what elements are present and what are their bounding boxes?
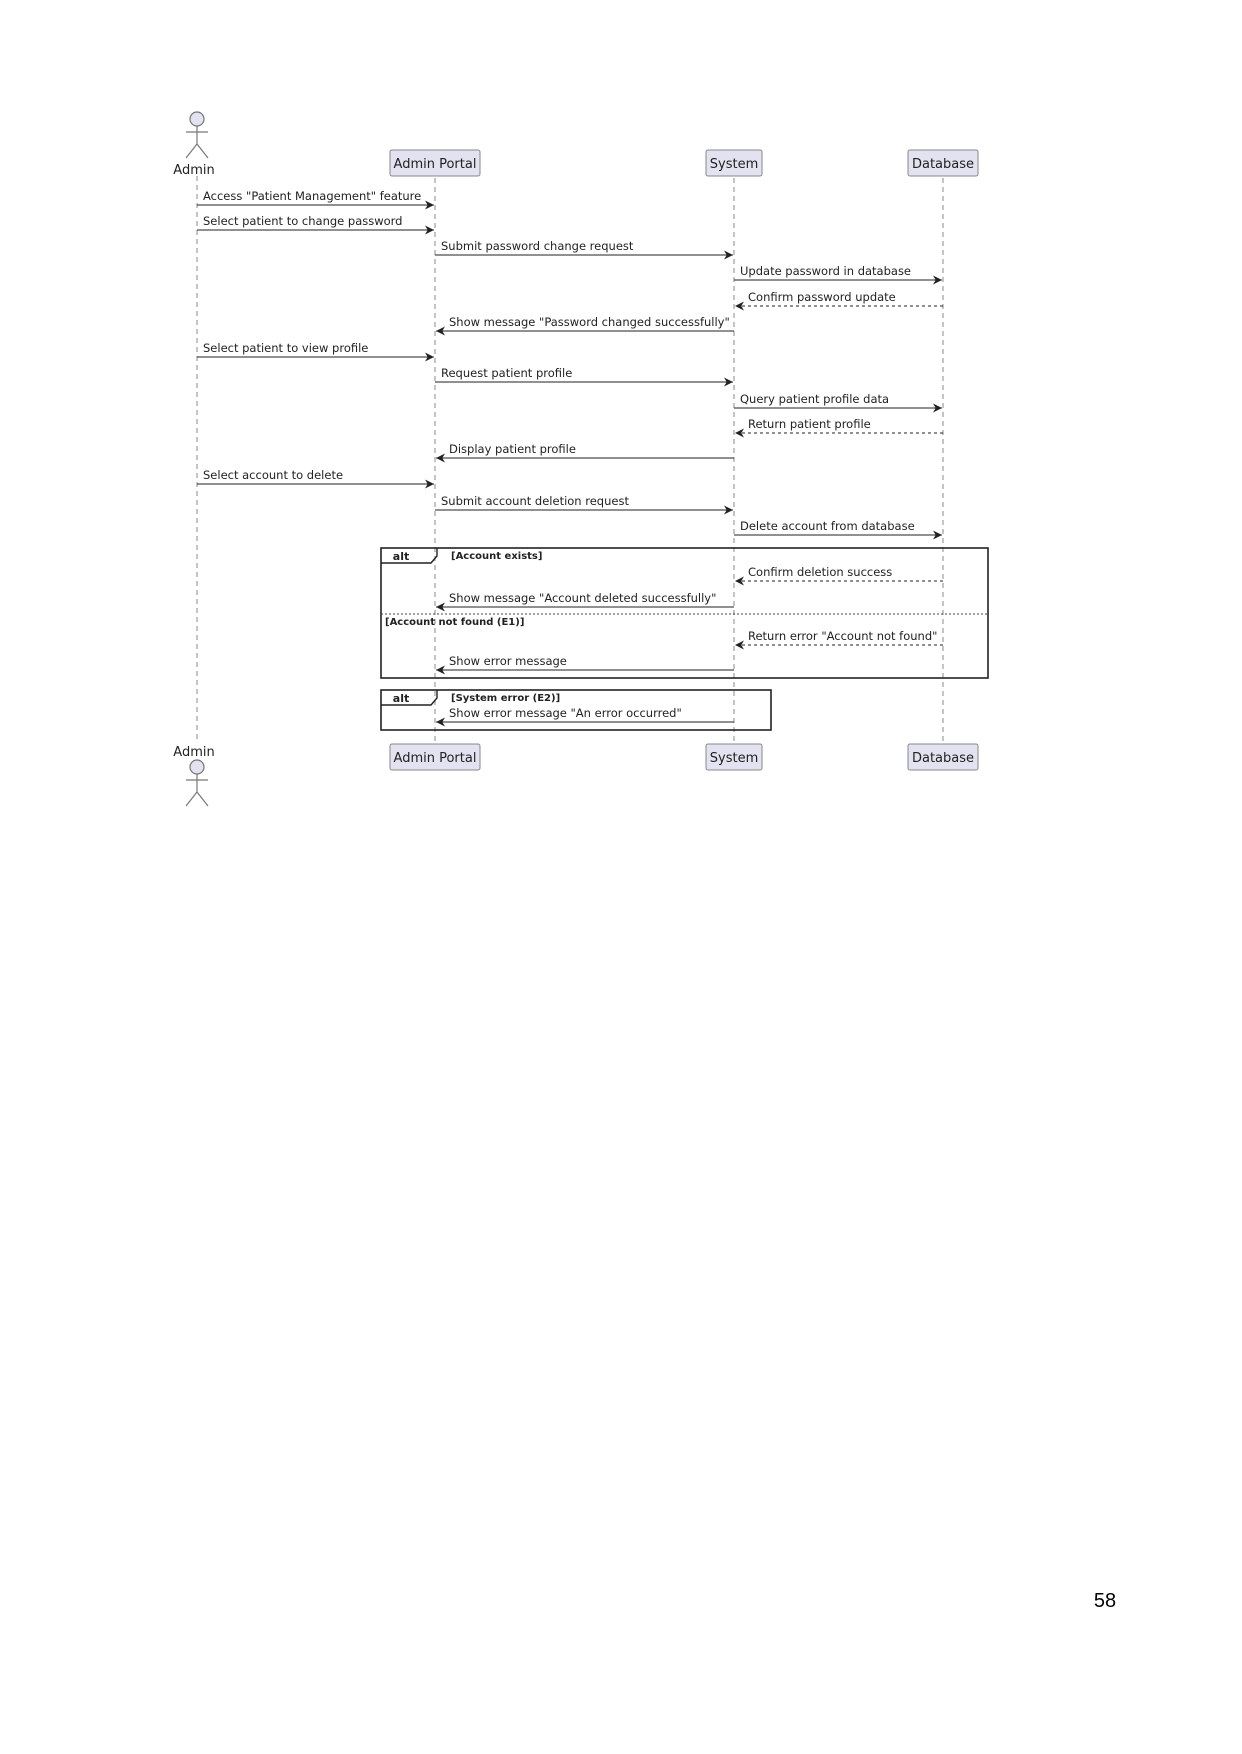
- message-18: [436, 654, 734, 670]
- participant-label: Admin Portal: [393, 751, 477, 766]
- message-6: [436, 315, 734, 331]
- participant-label: Database: [911, 751, 975, 766]
- actor-label-bottom: Admin: [173, 745, 215, 760]
- actor-leg-left-icon: [186, 792, 197, 806]
- participant-system-bottom: [706, 744, 762, 770]
- participant-system-top: [706, 150, 762, 176]
- fragment-guard: [System error (E2)]: [451, 693, 561, 704]
- message-label: Display patient profile: [449, 442, 576, 456]
- message-label: Select patient to view profile: [203, 341, 369, 355]
- participant-label: System: [709, 751, 759, 766]
- actor-leg-right-icon: [197, 792, 208, 806]
- message-4: [734, 264, 942, 280]
- participant-label: Admin Portal: [393, 157, 477, 172]
- actor-head-icon: [190, 112, 204, 126]
- message-11: [436, 442, 734, 458]
- fragment-else-guard: [Account not found (E1)]: [385, 617, 525, 628]
- actor-bottom: [173, 745, 214, 806]
- sequence-diagram: [173, 112, 1100, 912]
- message-label: Submit account deletion request: [441, 494, 629, 508]
- message-17: [735, 629, 943, 645]
- participant-db-top: [908, 150, 978, 176]
- participant-label: System: [709, 157, 759, 172]
- actor-leg-left-icon: [186, 144, 197, 158]
- message-label: Request patient profile: [441, 366, 573, 380]
- message-label: Delete account from database: [740, 519, 915, 533]
- message-label: Select account to delete: [203, 468, 344, 482]
- message-5: [735, 290, 943, 306]
- message-9: [734, 392, 942, 408]
- message-label: Query patient profile data: [740, 392, 890, 406]
- page-number: 58: [1093, 1590, 1117, 1612]
- message-label: Show message "Account deleted successfully": [449, 591, 717, 605]
- message-19: [436, 706, 734, 722]
- participant-portal-top: [390, 150, 480, 176]
- message-label: Update password in database: [740, 264, 912, 278]
- message-10: [735, 417, 943, 433]
- message-1: [197, 189, 434, 205]
- actor-leg-right-icon: [197, 144, 208, 158]
- message-label: Return patient profile: [748, 417, 871, 431]
- participant-db-bottom: [908, 744, 978, 770]
- message-15: [735, 565, 943, 581]
- message-label: Return error "Account not found": [748, 629, 938, 643]
- message-12: [197, 468, 434, 484]
- fragment-operator: alt: [392, 692, 410, 705]
- message-label: Show error message: [449, 654, 567, 668]
- fragment-guard: [Account exists]: [451, 551, 543, 562]
- participant-portal-bottom: [390, 744, 480, 770]
- actor-label-top: Admin: [173, 163, 215, 178]
- message-3: [435, 239, 733, 255]
- message-label: Confirm password update: [748, 290, 896, 304]
- message-7: [197, 341, 434, 357]
- participant-label: Database: [911, 157, 975, 172]
- message-label: Select patient to change password: [203, 214, 403, 228]
- message-label: Show error message "An error occurred": [449, 706, 682, 720]
- message-label: Confirm deletion success: [748, 565, 893, 579]
- message-label: Submit password change request: [441, 239, 634, 253]
- message-13: [435, 494, 733, 510]
- message-label: Show message "Password changed successfully": [449, 315, 730, 329]
- message-8: [435, 366, 733, 382]
- message-14: [734, 519, 942, 535]
- message-2: [197, 214, 434, 230]
- actor-head-icon: [190, 760, 204, 774]
- fragment-operator: alt: [392, 550, 410, 563]
- sequence-diagram-canvas: [173, 112, 1100, 912]
- actor-top: [173, 112, 214, 178]
- message-16: [436, 591, 734, 607]
- message-label: Access "Patient Management" feature: [203, 189, 422, 203]
